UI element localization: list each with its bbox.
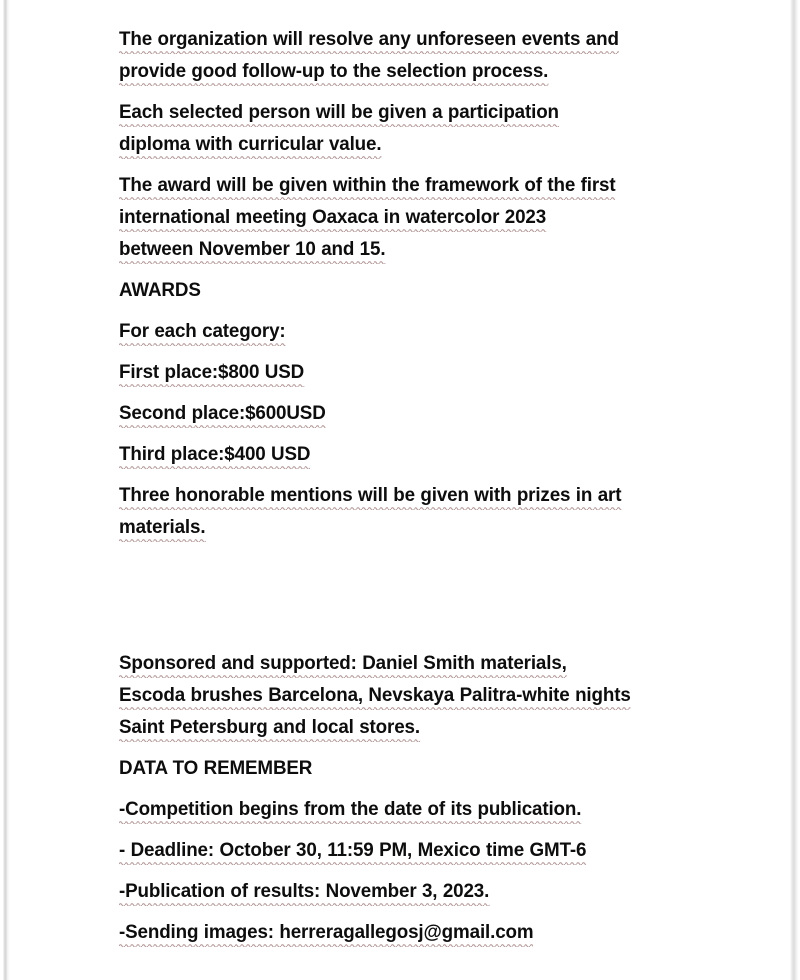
text-line: provide good follow-up to the selection process. (119, 60, 548, 87)
p-publication-of-results (119, 875, 679, 907)
text-line: The organization will resolve any unforeseen events and (119, 28, 619, 55)
p-sending-images (119, 916, 679, 948)
p-for-each-category (119, 315, 679, 347)
text-line: For each category: (119, 320, 286, 347)
page-left-edge (0, 0, 10, 980)
text-line: - Deadline: October 30, 11:59 PM, Mexico time GMT-6 (119, 839, 586, 866)
text-line: Escoda brushes Barcelona, Nevskaya Palitra-white nights (119, 684, 631, 711)
text-line: Three honorable mentions will be given with prizes in art (119, 484, 621, 511)
text-line: The award will be given within the framework of the first (119, 174, 615, 201)
text-line: Saint Petersburg and local stores. (119, 716, 420, 743)
text-line: materials. (119, 516, 205, 543)
p-participation-diploma (119, 96, 679, 160)
text-line: Sponsored and supported: Daniel Smith materials, (119, 652, 567, 679)
text-line: between November 10 and 15. (119, 238, 385, 265)
text-line: Each selected person will be given a participation (119, 101, 559, 128)
document-text-body (119, 23, 699, 957)
heading-data-to-remember (119, 752, 679, 784)
blank-spacer (119, 552, 699, 647)
p-unforeseen-events (119, 23, 679, 87)
text-line: -Sending images: herreragallegosj@gmail.com (119, 921, 533, 948)
page-right-edge (790, 0, 800, 980)
text-line: First place:$800 USD (119, 361, 304, 388)
p-deadline (119, 834, 679, 866)
text-line: Second place:$600USD (119, 402, 326, 429)
heading-awards (119, 274, 679, 306)
text-line: DATA TO REMEMBER (119, 757, 313, 779)
p-competition-begins (119, 793, 679, 825)
text-line: -Competition begins from the date of its publication. (119, 798, 581, 825)
text-line: -Publication of results: November 3, 2023. (119, 880, 489, 907)
text-line: international meeting Oaxaca in watercolor 2023 (119, 206, 546, 233)
text-line: AWARDS (119, 279, 201, 301)
p-award-framework (119, 169, 679, 265)
p-third-place (119, 438, 679, 470)
text-line: diploma with curricular value. (119, 133, 381, 160)
p-first-place (119, 356, 679, 388)
text-line: Third place:$400 USD (119, 443, 310, 470)
p-second-place (119, 397, 679, 429)
p-honorable-mentions (119, 479, 679, 543)
p-sponsors (119, 647, 679, 743)
